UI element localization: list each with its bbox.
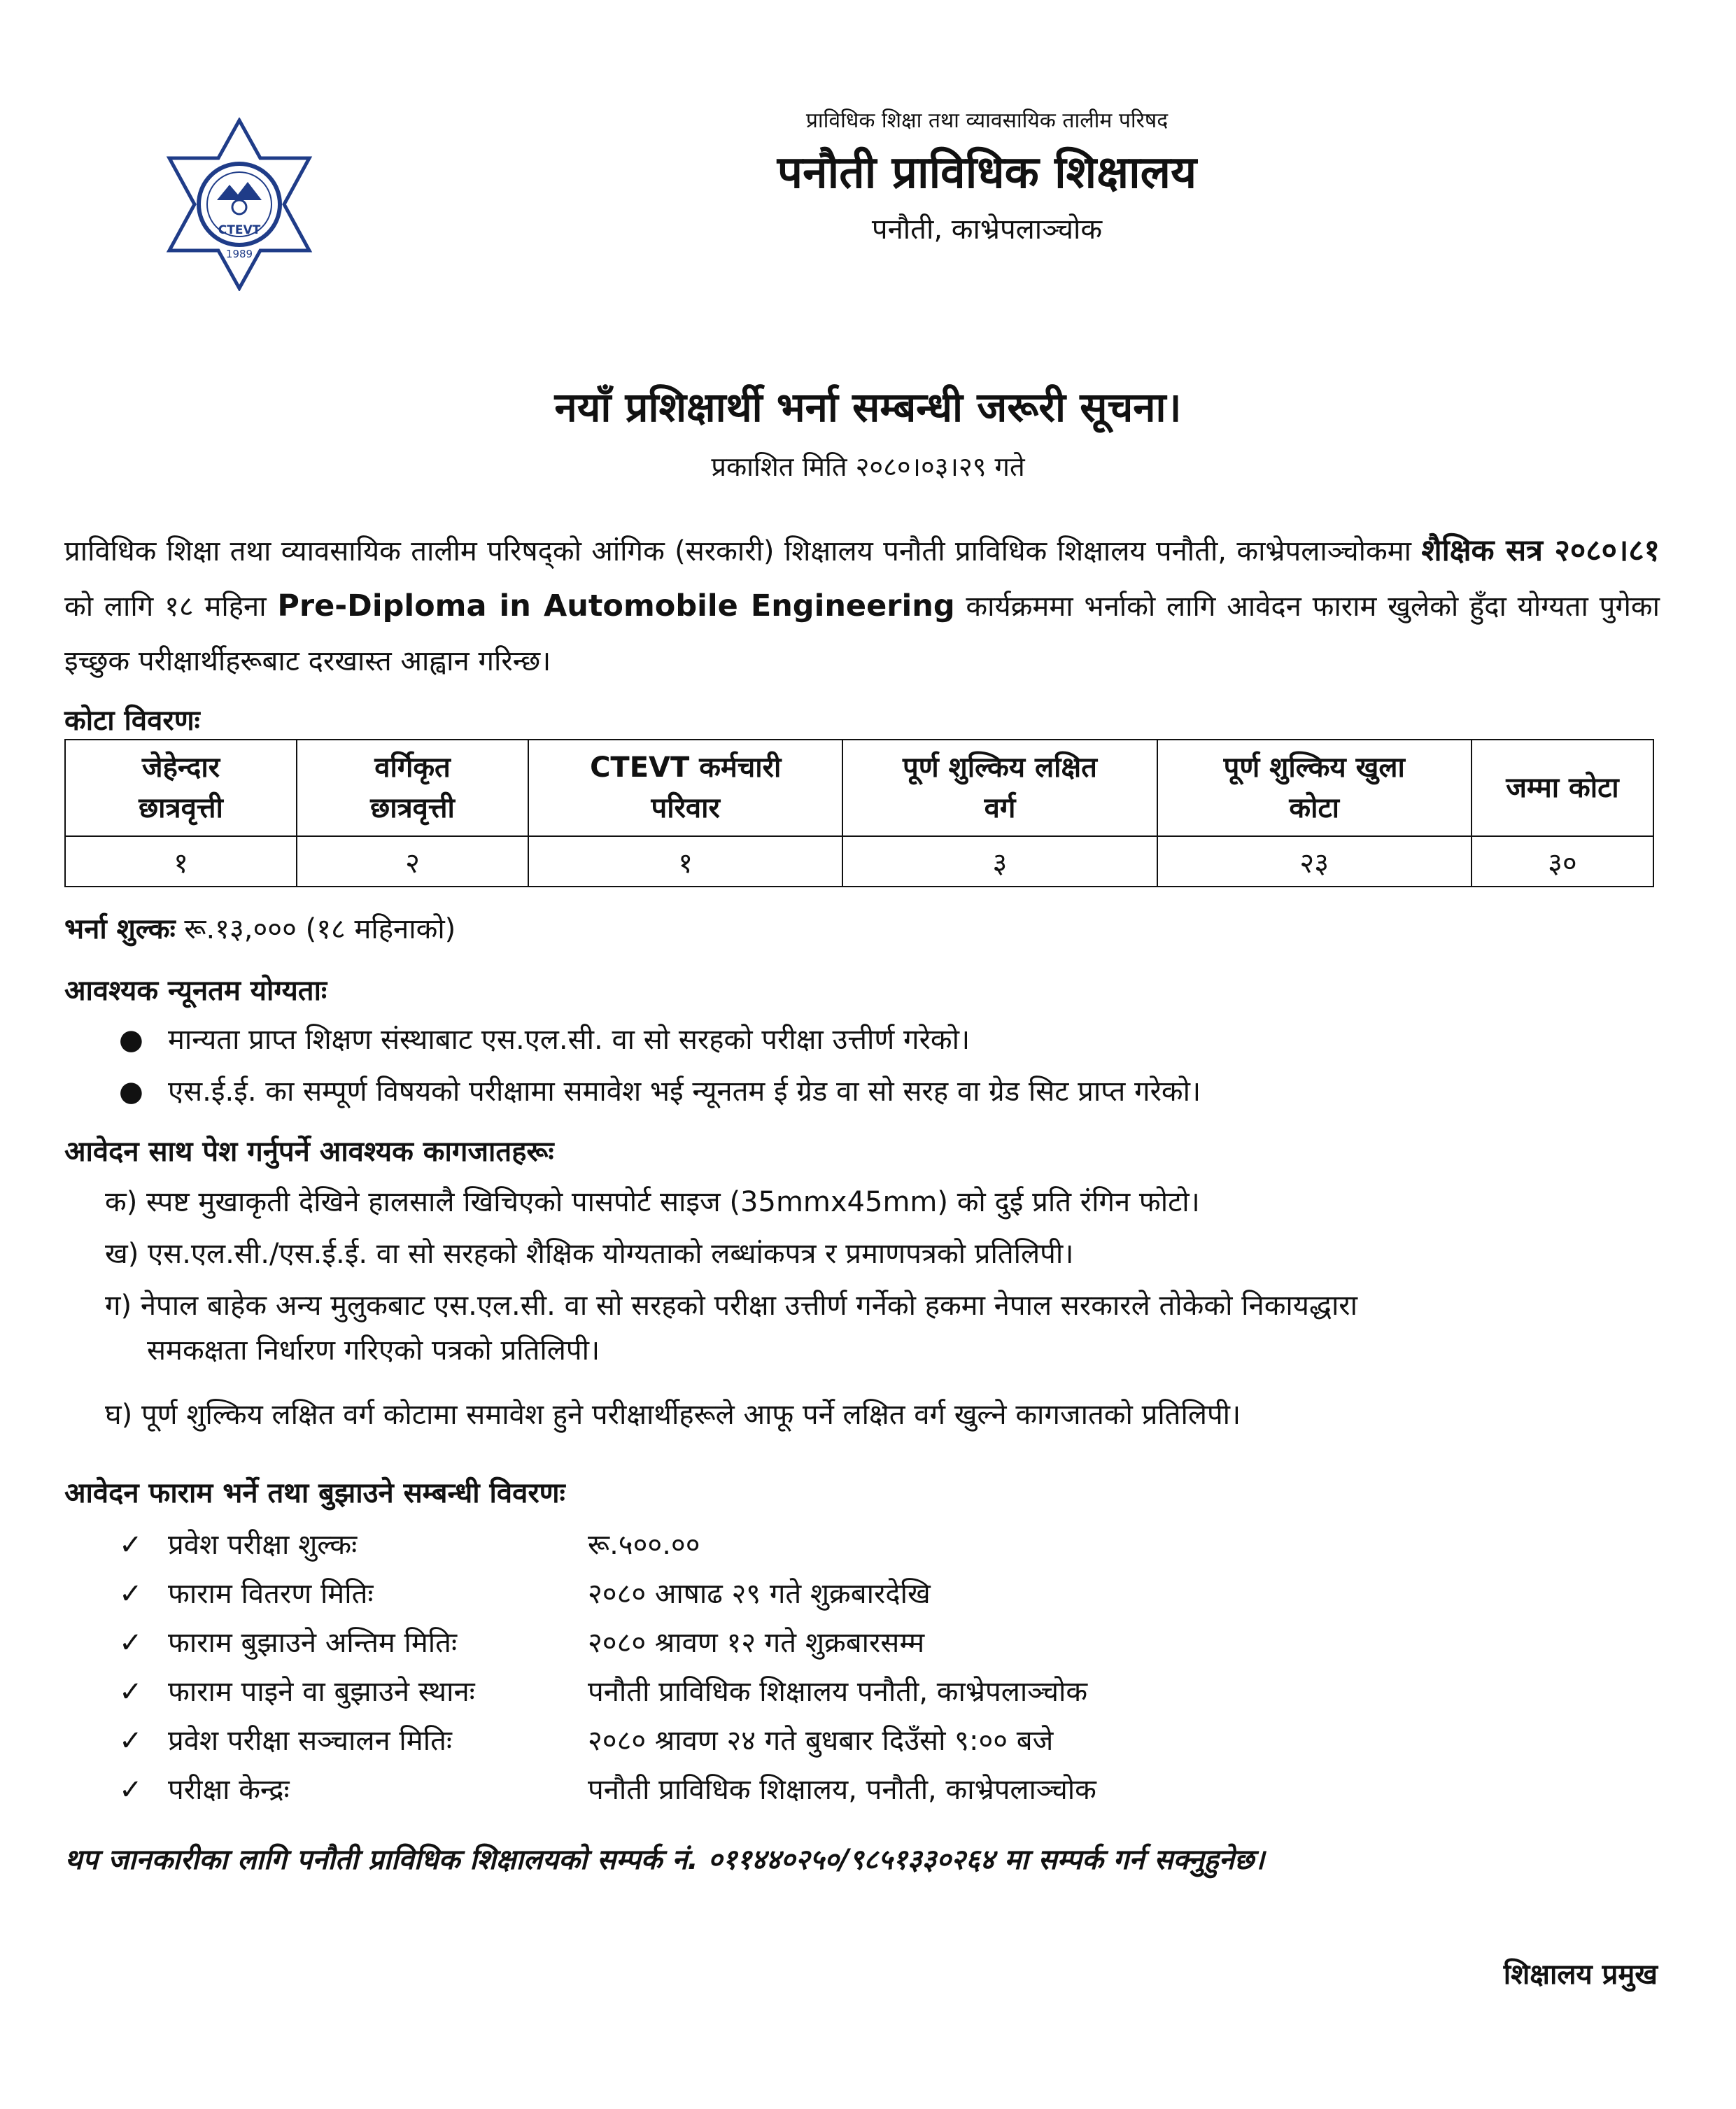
quota-header: पूर्ण शुल्किय लक्षित वर्ग	[842, 740, 1157, 836]
published-date: प्रकाशित मिति २०८०।०३।२९ गते	[711, 451, 1025, 482]
check-icon: ✓	[119, 1725, 143, 1757]
documents-title: आवेदन साथ पेश गर्नुपर्ने आवश्यक कागजातहरूः	[64, 1136, 554, 1168]
logo-year: 1989	[225, 248, 253, 260]
quota-value: ३०	[1472, 836, 1653, 887]
check-icon: ✓	[119, 1529, 143, 1561]
quota-value: १	[528, 836, 842, 887]
quota-table	[64, 739, 1654, 887]
application-row: ✓ फाराम पाइने वा बुझाउने स्थानः पनौती प्राविधिक शिक्षालय पनौती, काभ्रेपलाञ्चोक	[119, 1676, 1088, 1708]
application-title: आवेदन फाराम भर्ने तथा बुझाउने सम्बन्धी विवरणः	[64, 1477, 565, 1509]
list-item: ग) नेपाल बाहेक अन्य मुलुकबाट एस.एल.सी. वा सो सरहको परीक्षा उत्तीर्ण गर्नेको हकमा नेपाल सरकारले तोकेको निकायद्धारा	[105, 1290, 1358, 1322]
intro-text-3: कार्यक्रममा भर्नाको लागि आवेदन फाराम खुलेको हुँदा योग्यता पुगेका इच्छुक परीक्षार्थीहरूबाट दरखास्त आह्वान गरिन्छ।	[64, 591, 1660, 677]
quota-header: वर्गिकृत छात्रवृत्ती	[297, 740, 528, 836]
list-item: क) स्पष्ट मुखाकृती देखिने हालसालै खिचिएको पासपोर्ट साइज (35mmx45mm) को दुई प्रति रंगिन फोटो।	[105, 1186, 1200, 1218]
quota-value: १	[65, 836, 297, 887]
list-item: ● एस.ई.ई. का सम्पूर्ण विषयको परीक्षामा समावेश भई न्यूनतम ई ग्रेड वा सो सरह वा ग्रेड सिट प्राप्त गरेको।	[119, 1075, 1201, 1108]
list-item: घ) पूर्ण शुल्किय लक्षित वर्ग कोटामा समावेश हुने परीक्षार्थीहरूले आफू पर्ने लक्षित वर्ग खुल्ने कागजातको प्रतिलिपी।	[105, 1399, 1241, 1431]
check-icon: ✓	[119, 1578, 143, 1610]
qualification-title: आवश्यक न्यूनतम योग्यताः	[64, 975, 327, 1007]
signature: शिक्षालय प्रमुख	[1503, 1959, 1658, 1991]
school-location: पनौती, काभ्रेपलाञ्चोक	[871, 213, 1103, 246]
council-name: प्राविधिक शिक्षा तथा व्यावसायिक तालीम परिषद	[805, 108, 1169, 133]
quota-value: २३	[1157, 836, 1472, 887]
academic-session: शैक्षिक सत्र २०८०।८१	[1421, 533, 1660, 568]
school-name: पनौती प्राविधिक शिक्षालय	[777, 147, 1197, 199]
logo-text: CTEVT	[218, 223, 261, 237]
quota-value: २	[297, 836, 528, 887]
list-item: ● मान्यता प्राप्त शिक्षण संस्थाबाट एस.एल.सी. वा सो सरहको परीक्षा उत्तीर्ण गरेको।	[119, 1024, 971, 1056]
quota-header-row	[65, 740, 1653, 836]
application-row: ✓ प्रवेश परीक्षा सञ्चालन मितिः २०८० श्रावण २४ गते बुधबार दिउँसो ९:०० बजे	[119, 1725, 1054, 1757]
admission-fee	[64, 908, 456, 947]
quota-header: CTEVT कर्मचारी परिवार	[528, 740, 842, 836]
program-name: Pre-Diploma in Automobile Engineering	[277, 588, 955, 623]
fee-value: रू.१३,००० (१८ महिनाको)	[175, 913, 456, 945]
quota-value-row	[65, 836, 1653, 887]
intro-text-2: को लागि १८ महिना	[64, 591, 278, 623]
application-row: ✓ फाराम वितरण मितिः २०८० आषाढ २९ गते शुक्रबारदेखि	[119, 1578, 931, 1610]
check-icon: ✓	[119, 1627, 143, 1659]
check-icon: ✓	[119, 1676, 143, 1708]
contact-note: थप जानकारीका लागि पनौती प्राविधिक शिक्षालयको सम्पर्क नं. ०११४४०२५०/९८५१३३०२६४ मा सम्पर्क गर्न सक्नुहुनेछ।	[64, 1844, 1265, 1876]
check-icon: ✓	[119, 1774, 143, 1806]
application-row: ✓ परीक्षा केन्द्रः पनौती प्राविधिक शिक्षालय, पनौती, काभ्रेपलाञ्चोक	[119, 1774, 1096, 1806]
list-item-continuation: समकक्षता निर्धारण गरिएको पत्रको प्रतिलिपी।	[147, 1334, 600, 1367]
intro-paragraph	[64, 523, 1660, 689]
notice-title: नयाँ प्रशिक्षार्थी भर्ना सम्बन्धी जरूरी सूचना।	[554, 383, 1182, 431]
quota-value: ३	[842, 836, 1157, 887]
application-row: ✓ फाराम बुझाउने अन्तिम मितिः २०८० श्रावण १२ गते शुक्रबारसम्म	[119, 1627, 925, 1659]
fee-label: भर्ना शुल्कः	[64, 913, 176, 945]
quota-header: पूर्ण शुल्किय खुला कोटा	[1157, 740, 1472, 836]
application-row: ✓ प्रवेश परीक्षा शुल्कः रू.५००.००	[119, 1529, 700, 1561]
quota-title: कोटा विवरणः	[64, 705, 200, 737]
quota-header: जम्मा कोटा	[1472, 740, 1653, 836]
intro-text-1: प्राविधिक शिक्षा तथा व्यावसायिक तालीम परिषद्को आंगिक (सरकारी) शिक्षालय पनौती प्राविधिक शिक्षालय पनौती, काभ्रेपलाञ्चोकमा	[64, 535, 1422, 567]
list-item: ख) एस.एल.सी./एस.ई.ई. वा सो सरहको शैक्षिक योग्यताको लब्धांकपत्र र प्रमाणपत्रको प्रतिलिपी।	[105, 1238, 1074, 1270]
quota-header: जेहेन्दार छात्रवृत्ती	[65, 740, 297, 836]
